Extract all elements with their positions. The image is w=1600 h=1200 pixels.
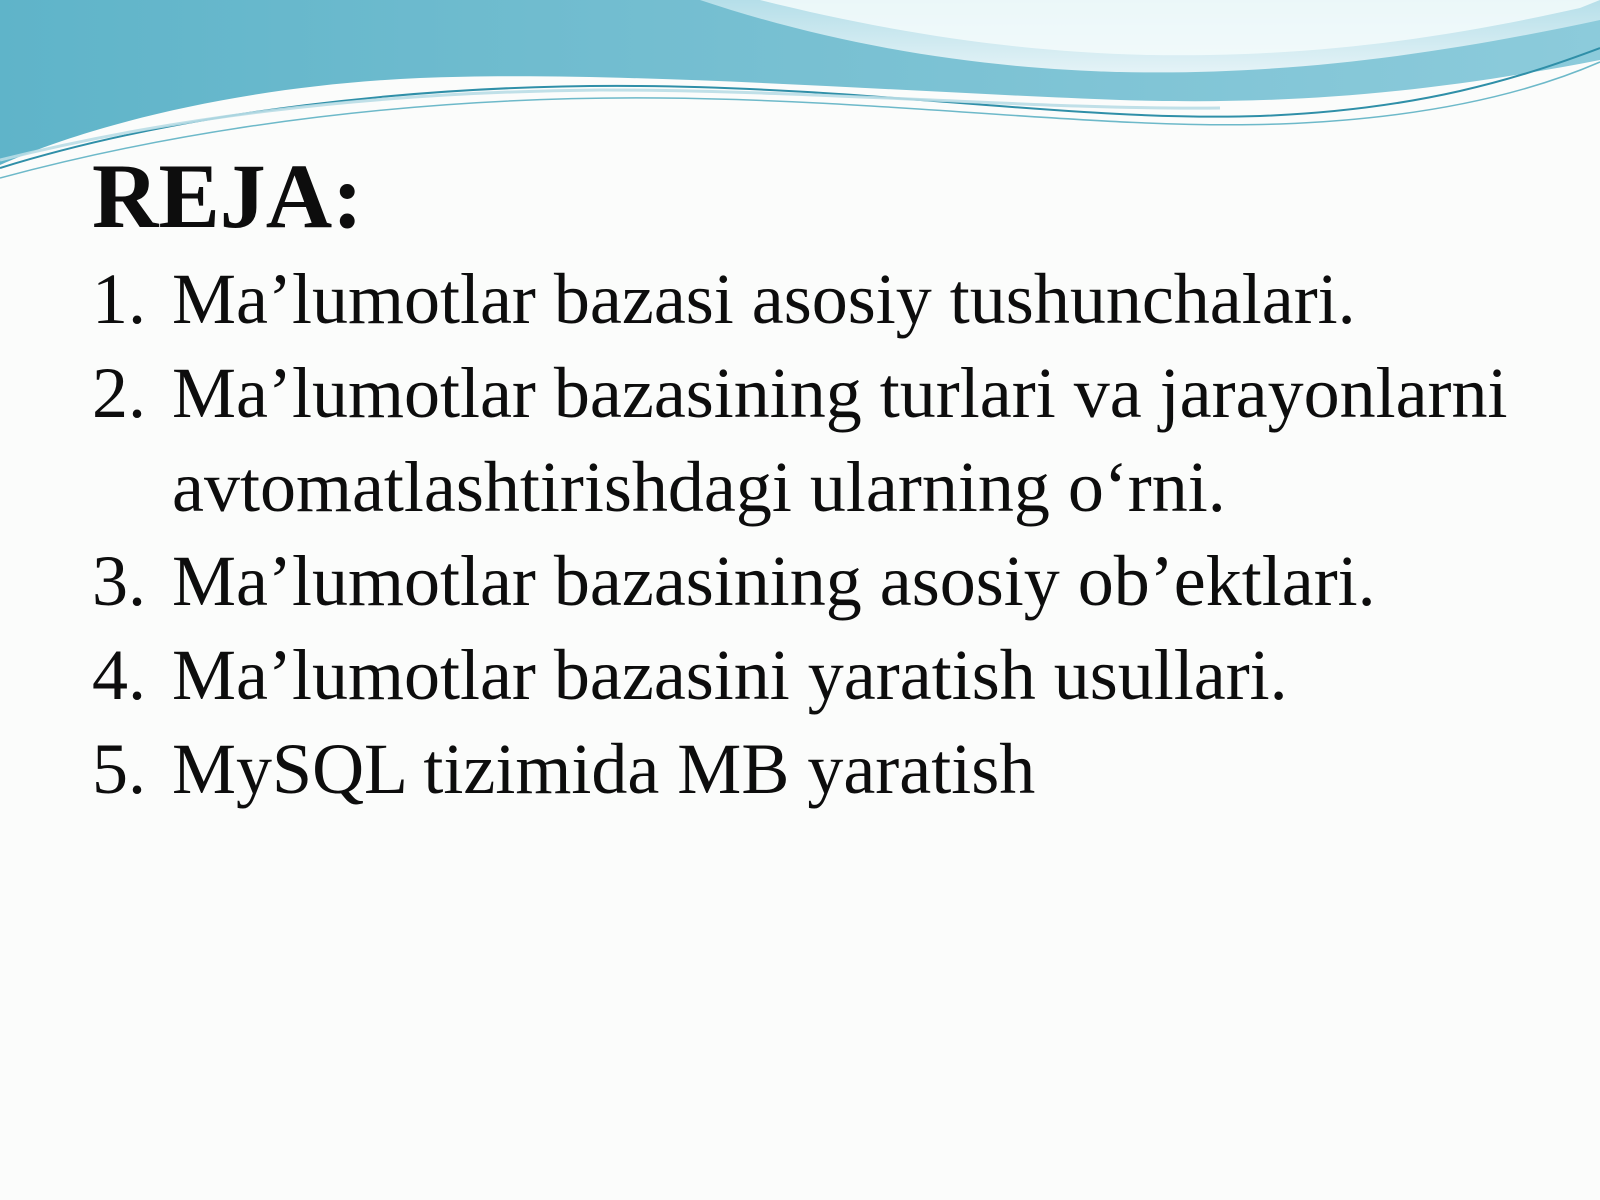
plan-item-text: Ma’lumotlar bazasi asosiy tushunchalari. (172, 259, 1356, 339)
plan-item-5 (92, 722, 1552, 816)
slide-title: REJA: (92, 145, 363, 247)
plan-list (92, 252, 1552, 816)
plan-item-text: Ma’lumotlar bazasining turlari va jarayonlarni avtomatlashtirishdagi ularning o‘rni. (172, 353, 1508, 527)
plan-item-2 (92, 346, 1552, 534)
plan-item-3 (92, 534, 1552, 628)
slide-content (92, 140, 1552, 816)
plan-item-number: 3. (92, 541, 146, 621)
plan-item-text: Ma’lumotlar bazasining asosiy ob’ektlari. (172, 541, 1376, 621)
plan-item-text: Ma’lumotlar bazasini yaratish usullari. (172, 635, 1288, 715)
plan-item-number: 4. (92, 635, 146, 715)
plan-item-number: 2. (92, 353, 146, 433)
plan-item-text: MySQL tizimida MB yaratish (172, 729, 1036, 809)
plan-item-1 (92, 252, 1552, 346)
plan-item-4 (92, 628, 1552, 722)
plan-item-number: 5. (92, 729, 146, 809)
plan-item-number: 1. (92, 259, 146, 339)
